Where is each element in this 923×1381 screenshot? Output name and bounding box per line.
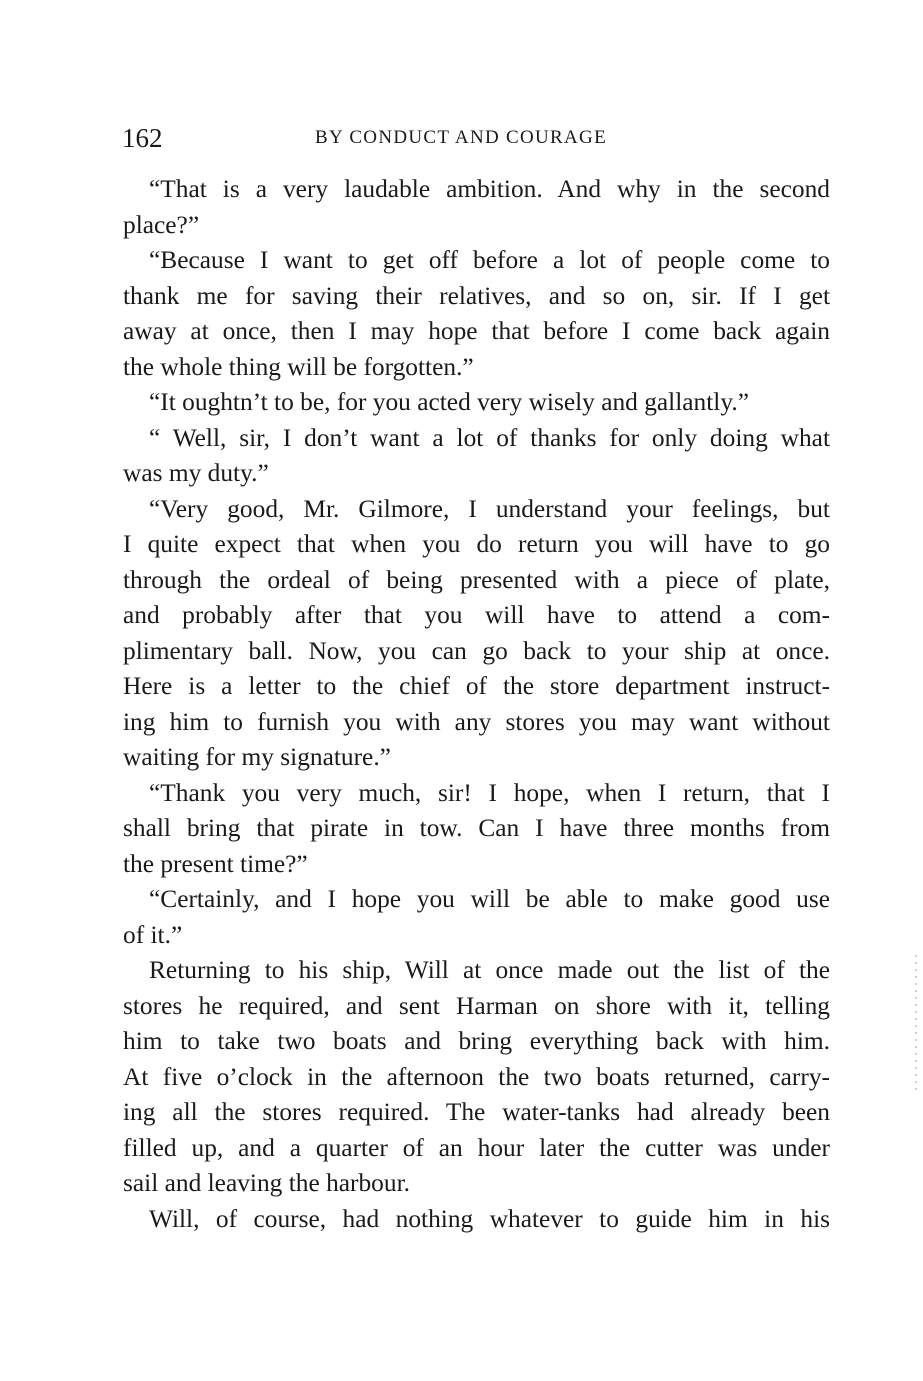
text-line: I quite expect that when you do return you will have to go bbox=[123, 530, 830, 558]
text-line: the whole thing will be forgotten.” bbox=[123, 352, 474, 381]
text-line: “Certainly, and I hope you will be able to make good use bbox=[149, 885, 830, 913]
text-line: Here is a letter to the chief of the store department instruct- bbox=[123, 672, 830, 700]
scan-margin-mark bbox=[915, 955, 917, 1090]
text-line: away at once, then I may hope that before I come back again bbox=[123, 317, 830, 345]
text-line: plimentary ball. Now, you can go back to your ship at once. bbox=[123, 636, 830, 665]
text-line: place?” bbox=[123, 210, 200, 239]
text-line: filled up, and a quarter of an hour later the cutter was under bbox=[123, 1133, 830, 1162]
page-number: 162 bbox=[122, 123, 163, 153]
text-line: “Thank you very much, sir! I hope, when I return, that I bbox=[149, 778, 830, 807]
text-line: ing him to furnish you with any stores you may want without bbox=[123, 707, 830, 736]
text-line: “That is a very laudable ambition. And why in the second bbox=[149, 175, 830, 203]
text-line: stores he required, and sent Harman on shore with it, telling bbox=[123, 991, 830, 1020]
text-line: “Because I want to get off before a lot of people come to bbox=[149, 246, 830, 274]
text-line: him to take two boats and bring everything back with him. bbox=[123, 1027, 830, 1055]
text-line: “It oughtn’t to be, for you acted very wisely and gallantly.” bbox=[149, 388, 750, 416]
text-line: “ Well, sir, I don’t want a lot of thanks for only doing what bbox=[149, 423, 830, 452]
text-line: the present time?” bbox=[123, 849, 308, 878]
running-title: BY CONDUCT AND COURAGE bbox=[315, 127, 607, 148]
text-line: At five o’clock in the afternoon the two boats returned, carry- bbox=[123, 1062, 830, 1091]
text-line: Will, of course, had nothing whatever to guide him in his bbox=[149, 1204, 830, 1233]
text-line: of it.” bbox=[123, 920, 183, 949]
text-line: and probably after that you will have to attend a com- bbox=[123, 601, 830, 629]
text-line: through the ordeal of being presented with a piece of plate, bbox=[123, 565, 830, 594]
text-line: was my duty.” bbox=[123, 459, 269, 487]
text-line: “Very good, Mr. Gilmore, I understand your feelings, but bbox=[149, 494, 830, 523]
text-line: ing all the stores required. The water-tanks had already been bbox=[123, 1098, 830, 1126]
text-line: shall bring that pirate in tow. Can I have three months from bbox=[123, 814, 830, 842]
text-line: thank me for saving their relatives, and so on, sir. If I get bbox=[123, 281, 830, 310]
body-text bbox=[123, 172, 830, 1237]
text-line: waiting for my signature.” bbox=[123, 743, 391, 771]
text-line: Returning to his ship, Will at once made out the list of the bbox=[149, 956, 830, 984]
text-line: sail and leaving the harbour. bbox=[123, 1169, 410, 1197]
